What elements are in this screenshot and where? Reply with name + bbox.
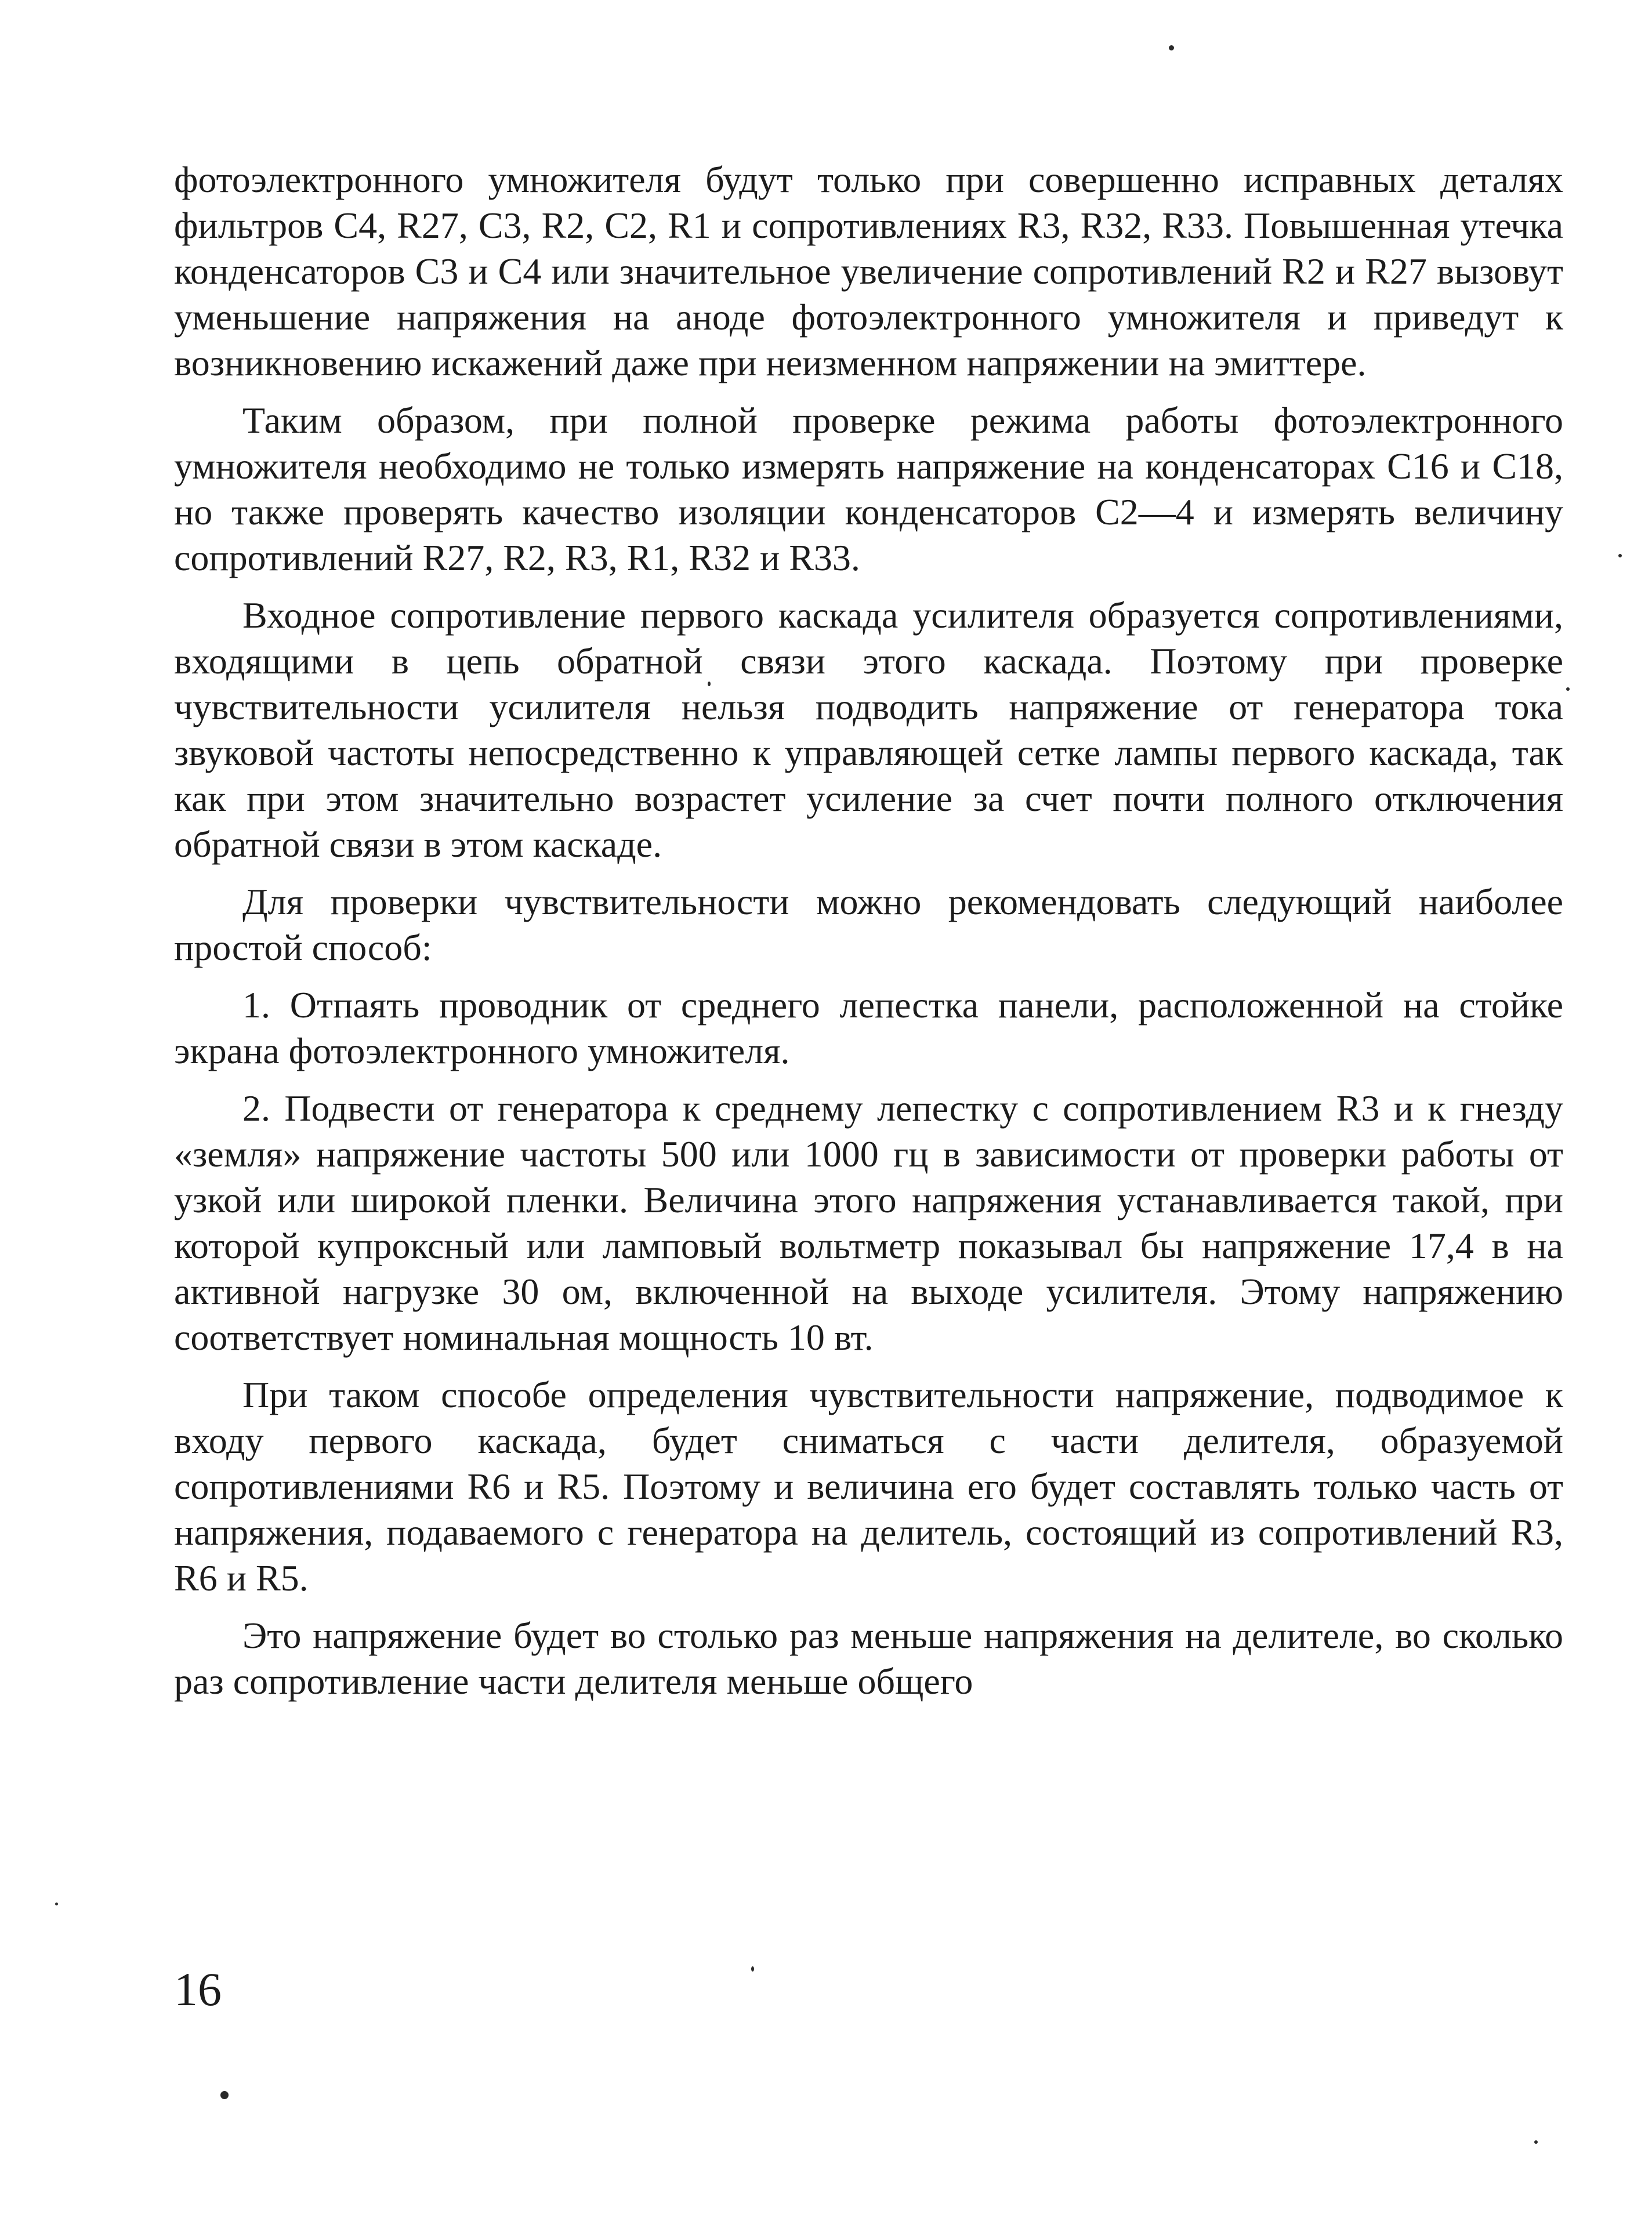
scan-speck xyxy=(220,2091,229,2099)
paragraph-1: фотоэлектронного умножителя будут только при совершенно исправных деталях фильтров C4, R27, C3, R2, C2, R1 и сопротивлениях R3, R32, R33. Повышенная утечка конденсаторов C3 и C4 или значительное увеличение сопротивлений R2 и R27 вызовут уменьшение напряжения на аноде фотоэлектронного умножителя и приведут к возникновению искажений даже при неизменном напряжении на эмиттере. xyxy=(174,159,1563,383)
list-item-2: 2. Подвести от генератора к среднему лепестку с сопротивлением R3 и к гнезду «земля» напряжение частоты 500 или 1000 гц в зависимости от проверки работы от узкой или широкой пленки. Величина этого напряжения устанавливается такой, при которой купроксный или ламповый вольтметр показывал бы напряжение 17,4 в на активной нагрузке 30 ом, включенной на выходе усилителя. Этому напряжению соответствует номинальная мощность 10 вт. xyxy=(174,1088,1563,1358)
page-number: 16 xyxy=(174,1963,222,2016)
scan-speck xyxy=(708,682,711,686)
scan-speck xyxy=(55,1903,58,1905)
body-text xyxy=(174,157,1563,1704)
paragraph-2: Таким образом, при полной проверке режима работы фотоэлектронного умножителя необходимо не только измерять напряжение на конденсаторах C16 и C18, но также проверять качество изоляции конденсаторов C2—4 и измерять величину сопротивлений R27, R2, R3, R1, R32 и R33. xyxy=(174,400,1563,578)
paragraph-5: При таком способе определения чувствительности напряжение, подводимое к входу первого каскада, будет сниматься с части делителя, образуемой сопротивлениями R6 и R5. Поэтому и величина его будет составлять только часть от напряжения, подаваемого с генератора на делитель, состоящий из сопротивлений R3, R6 и R5. xyxy=(174,1374,1563,1599)
scan-speck xyxy=(1169,45,1174,50)
list-item-1: 1. Отпаять проводник от среднего лепестка панели, расположенной на стойке экрана фотоэлектронного умножителя. xyxy=(174,984,1563,1071)
scan-speck xyxy=(1534,2140,1538,2144)
paragraph-6: Это напряжение будет во столько раз меньше напряжения на делителе, во сколько раз сопротивление части делителя меньше общего xyxy=(174,1615,1563,1702)
scan-speck xyxy=(751,1966,754,1972)
scan-speck xyxy=(1566,687,1570,691)
paragraph-4: Для проверки чувствительности можно рекомендовать следующий наиболее простой способ: xyxy=(174,881,1563,968)
paragraph-3: Входное сопротивление первого каскада усилителя образуется сопротивлениями, входящими в цепь обратной связи этого каскада. Поэтому при проверке чувствительности усилителя нельзя подводить напряжение от генератора тока звуковой частоты непосредственно к управляющей сетке лампы первого каскада, так как при этом значительно возрастет усиление за счет почти полного отключения обратной связи в этом каскаде. xyxy=(174,595,1563,865)
scan-speck xyxy=(1618,554,1622,557)
